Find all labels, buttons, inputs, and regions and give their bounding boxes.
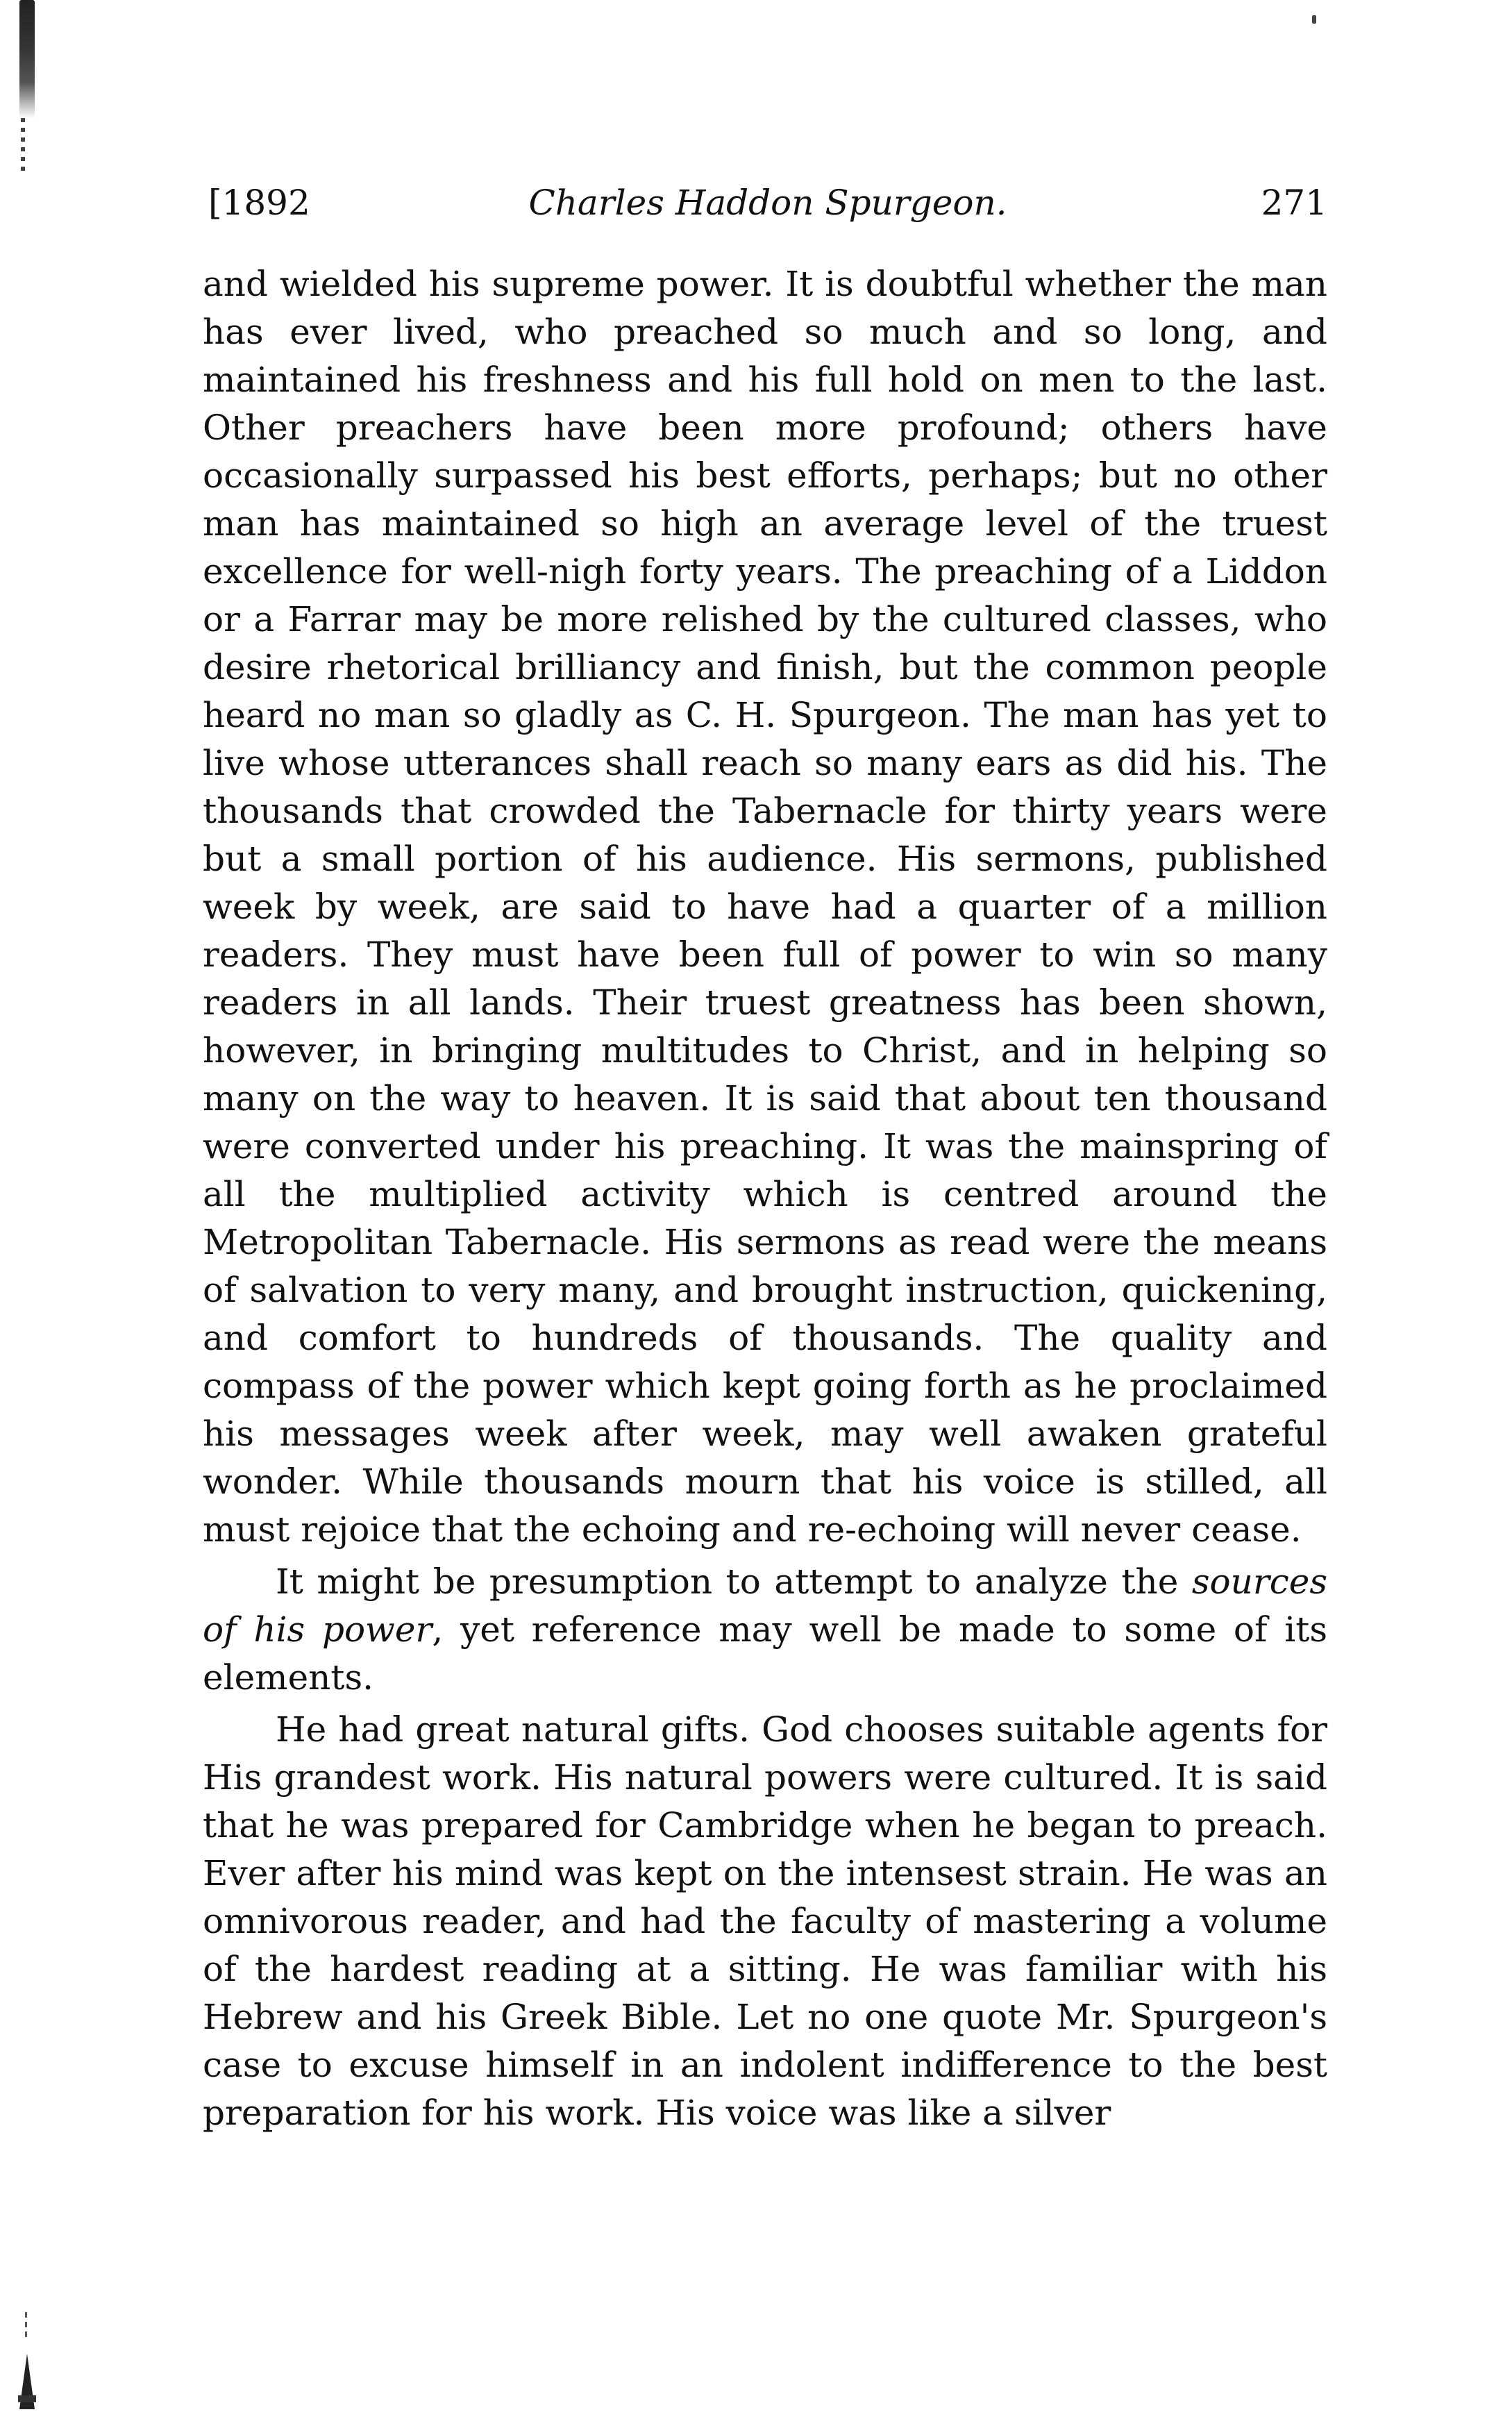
body-text — [203, 260, 1327, 2137]
paragraph-text: and wielded his supreme power. It is doubtful whether the man has ever lived, who preached so much and so long, and maintained his freshness and his full hold on men to the last. Other preachers have been more profound; others have occasionally surpassed his best efforts, perhaps; but no other man has maintained so high an average level of the truest excellence for well-nigh forty years. The preaching of a Liddon or a Farrar may be more relished by the cultured classes, who desire rhetorical brilliancy and finish, but the common people heard no man so gladly as C. H. Spurgeon. The man has yet to live whose utterances shall reach so many ears as did his. The thousands that crowded the Tabernacle for thirty years were but a small portion of his audience. His sermons, published week by week, are said to have had a quarter of a million readers. They must have been full of power to win so many readers in all lands. Their truest greatness has been shown, however, in bringing multitudes to Christ, and in helping so many on the way to heaven. It is said that about ten thousand were converted under his preaching. It was the mainspring of all the multiplied activity which is centred around the Metropolitan Tabernacle. His sermons as read were the means of salvation to very many, and brought instruction, quickening, and comfort to hundreds of thousands. The quality and compass of the power which kept going forth as he proclaimed his messages week after week, may well awaken grateful wonder. While thousands mourn that his voice is stilled, all must rejoice that the echoing and re-echoing will never cease. — [203, 264, 1327, 1550]
running-header — [208, 175, 1327, 231]
paragraph-text: He had great natural gifts. God chooses suitable agents for His grandest work. His natural powers were cultured. It is said that he was prepared for Cambridge when he began to preach. Ever after his mind was kept on the intensest strain. He was an omnivorous reader, and had the faculty of mastering a volume of the hardest reading at a sitting. He was familiar with his Hebrew and his Greek Bible. Let no one quote Mr. Spurgeon's case to excuse himself in an indolent indifference to the best preparation for his work. His voice was like a silver — [203, 1709, 1327, 2133]
scan-artifact-dot — [1312, 15, 1316, 24]
paragraph — [203, 1706, 1327, 2137]
paragraph — [203, 1558, 1327, 1702]
page-number: 271 — [1261, 183, 1327, 223]
scan-artifact-mark — [19, 0, 35, 118]
paragraph — [203, 260, 1327, 1554]
scan-artifact-mark — [15, 2312, 39, 2416]
paragraph-text: It might be presumption to attempt to analyze the — [276, 1562, 1192, 1602]
italic-phrase: sources of his power — [203, 1562, 1327, 1650]
header-year: [1892 — [208, 183, 310, 223]
scan-artifact-mark — [21, 118, 25, 174]
paragraph-text: , yet reference may well be made to some of its elements. — [203, 1609, 1327, 1698]
running-title: Charles Haddon Spurgeon. — [528, 183, 1007, 223]
